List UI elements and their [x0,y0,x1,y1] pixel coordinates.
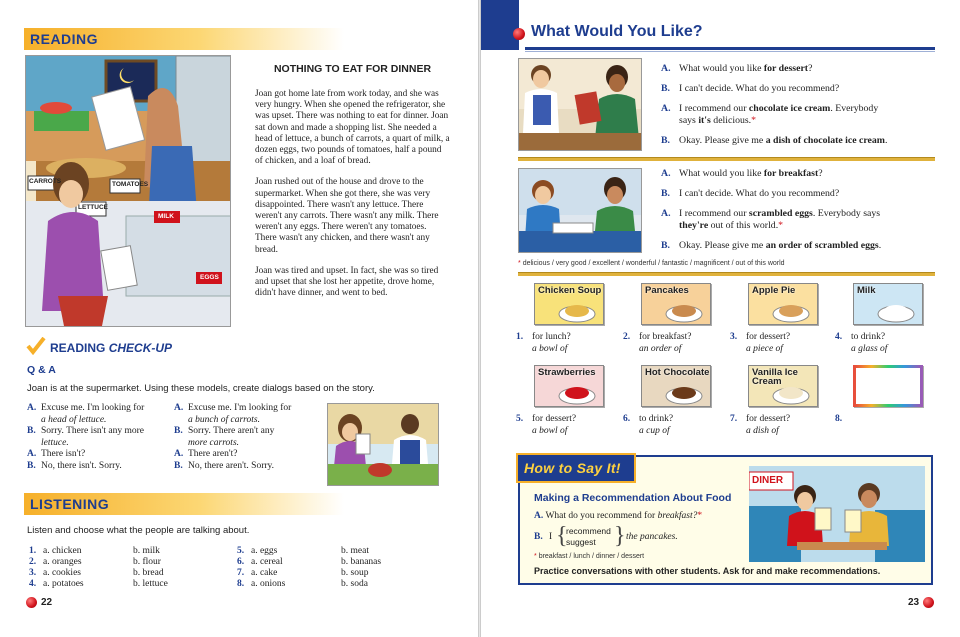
reading-header [24,28,344,50]
food-picture [853,365,923,407]
footnote: * delicious / very good / excellent / wonderful / fantastic / magnificent / out of this world [518,260,785,267]
dessert-scene-svg [519,59,642,151]
dialog-line [661,240,941,252]
listening-item: 8. a. onions b. soda [237,579,368,589]
listening-header-label: LISTENING [30,496,110,512]
diner-sign: DINER [752,475,784,486]
model-dialog-2 [174,403,314,472]
dialog-text: I can't decide. What do you recommend? [679,83,840,94]
speaker-label: A. [174,449,184,459]
story-paragraph-2: Joan rushed out of the house and drove to the supermarket. When she got there, she was very disappointed. There wasn't any lettuce. There weren't any carrots. There wasn't any milk. There weren't any eggs. There weren't any tomatoes. There wasn't any chicken, and there wasn't any bread. [255,177,439,255]
dialog-line [661,135,941,147]
listening-item: 6. a. cereal b. bananas [237,557,382,567]
diner-illustration [749,466,925,562]
option-b[interactable]: b. soup [341,568,369,578]
dialog-text: Excuse me. I'm looking for a head of lettuce. [41,403,145,425]
speaker-label: B. [174,460,183,471]
eggs-sign: EGGS [200,274,219,281]
speaker-label: A. [661,63,671,74]
option-b[interactable]: b. flour [133,557,161,567]
food-picture [748,365,818,407]
dialog-line [27,403,167,426]
listening-item: 5. a. eggs b. meat [237,546,369,556]
dialog-line [174,461,314,473]
speaker-label: A. [661,208,671,219]
listening-item: 4. a. potatoes b. lettuce [29,579,168,589]
listening-item: 7. a. cake b. soup [237,568,369,578]
dialog-line [174,449,314,461]
restaurant-breakfast-illustration [518,168,642,253]
dialog-line [661,83,941,95]
option-a[interactable]: a. chicken [43,546,82,556]
carrots-sign: CARROTS [29,178,62,185]
dialog-text: Sorry. There isn't any more lettuce. [41,426,145,448]
right-page [481,0,960,637]
page-number-right [908,597,934,608]
speaker-label: B. [27,460,36,471]
dialog-line [174,403,314,426]
dialog-line [27,426,167,449]
model-dialog-1 [27,403,167,472]
listening-item: 3. a. cookies b. bread [29,568,164,578]
title-underline [525,47,935,50]
food-prompt: 6. to drink? a cup of [623,414,674,436]
left-page [0,0,478,637]
option-b[interactable]: b. bananas [341,557,382,567]
food-picture [641,283,711,325]
option-b[interactable]: b. soda [341,579,368,589]
how-to-practice: Practice conversations with other students. Ask for and make recommendations. [534,566,881,576]
how-to-line-b: B. I { recommend suggest } the pancakes. [534,523,678,549]
tomatoes-sign: TOMATOES [112,181,149,188]
dialog-line [661,168,941,180]
dialog-line [27,461,167,473]
checkup-instructions: Joan is at the supermarket. Using these models, create dialogs based on the story. [27,383,375,394]
listening-instructions: Listen and choose what the people are talking about. [27,525,250,536]
food-picture [748,283,818,325]
speaker-label: B. [174,426,183,436]
dialog-text: I recommend our chocolate ice cream. Everybody says it's delicious.* [679,103,879,126]
page-title: What Would You Like? [531,23,703,40]
dialog-text: What would you like for breakfast? [679,168,823,179]
story-title: NOTHING TO EAT FOR DINNER [273,63,432,75]
option-b[interactable]: b. bread [133,568,164,578]
option-b[interactable]: b. milk [133,546,160,556]
food-picture [534,283,604,325]
speaker-label: B. [661,188,670,199]
listening-header [24,493,344,515]
dialog-text: I can't decide. What do you recommend? [679,188,840,199]
food-label: Strawberries [538,367,596,378]
divider-2 [518,272,935,276]
option-a[interactable]: a. onions [251,579,286,589]
food-picture [853,283,923,325]
dialog-line [661,188,941,200]
dialog-text: There aren't? [188,449,238,459]
food-prompt: 5. for dessert? a bowl of [516,414,577,436]
dialog-line [661,103,941,127]
food-label: Milk [857,285,876,296]
supermarket-clerk-illustration [327,403,439,486]
how-to-banner [516,453,636,483]
speaker-label: B. [27,426,36,436]
speaker-label: A. [27,403,37,413]
food-prompt: 2. for breakfast? an order of [623,332,692,354]
option-b[interactable]: b. meat [341,546,369,556]
listening-item: 2. a. oranges b. flour [29,557,161,567]
dialog-text: What would you like for dessert? [679,63,813,74]
red-dot-icon [26,597,37,608]
food-label: Chicken Soup [538,285,602,296]
speaker-label: B. [661,240,670,251]
dialog-dessert [661,63,941,155]
option-a[interactable]: a. cereal [251,557,283,567]
option-b[interactable]: b. lettuce [133,579,168,589]
dialog-text: No, there aren't. Sorry. [188,460,275,471]
food-prompt: 7. for dessert? a dish of [730,414,791,436]
food-label: Vanilla Ice Cream [752,367,798,387]
speaker-label: A. [27,449,37,459]
dialog-text: I recommend our scrambled eggs. Everybody says they're out of this world.* [679,208,881,231]
breakfast-scene-svg [519,169,642,253]
dialog-text: No, there isn't. Sorry. [41,460,122,471]
option-a[interactable]: a. potatoes [43,579,84,589]
dialog-line [174,426,314,449]
checkmark-icon [26,337,46,355]
divider-1 [518,157,935,161]
story-paragraph-1: Joan got home late from work today, and she was very hungry. When she opened the refrigerator, she was upset. There was nothing to eat for dinner. Joan sat down and made a shopping list. She needed a head of lettuce, a bunch of carrots, a quart of milk, a dozen eggs, two pounds of tomatoes, half a pound of chicken, and a loaf of bread. [255,89,450,167]
kitchen-scene-svg [26,56,231,327]
food-label: Hot Chocolate [645,367,710,378]
kitchen-illustration [25,55,231,327]
speaker-label: B. [661,83,670,94]
speaker-label: A. [174,403,184,413]
listening-item: 1. a. chicken b. milk [29,546,160,556]
milk-sign: MILK [158,213,174,220]
option-a[interactable]: a. cake [251,568,278,578]
food-label: Pancakes [645,285,689,296]
title-underline-thin [525,51,935,52]
title-corner-block [481,0,519,50]
reading-header-label: READING [30,31,99,47]
speaker-label: A. [661,103,671,114]
dialog-text: Okay. Please give me an order of scrambled eggs. [679,240,882,251]
how-to-banner-label: How to Say It! [524,460,621,476]
how-to-note: * breakfast / lunch / dinner / dessert [534,553,645,560]
dialog-line [661,208,941,232]
food-prompt: 4. to drink? a glass of [835,332,888,354]
speaker-label: B. [661,135,670,146]
dialog-text: Sorry. There aren't any more carrots. [188,426,275,448]
how-to-heading: Making a Recommendation About Food [534,492,732,504]
food-picture [641,365,711,407]
option-a[interactable]: a. eggs [251,546,278,556]
option-a[interactable]: a. oranges [43,557,82,567]
title-dot-icon [513,28,525,40]
dialog-line [661,63,941,75]
option-a[interactable]: a. cookies [43,568,81,578]
page-number-22: 22 [41,597,53,608]
story [255,63,450,309]
food-label: Apple Pie [752,285,796,296]
food-prompt: 3. for dessert? a piece of [730,332,791,354]
qa-heading: Q & A [27,364,56,376]
dialog-line [27,449,167,461]
food-picture [534,365,604,407]
page-number-23: 23 [908,597,920,608]
lettuce-sign: LETTUCE [78,204,108,211]
checkup-title: READING CHECK-UP [50,341,173,355]
red-dot-icon [923,597,934,608]
restaurant-dessert-illustration [518,58,642,151]
dialog-text: Okay. Please give me a dish of chocolate ice cream. [679,135,888,146]
dialog-text: There isn't? [41,449,86,459]
dialog-text: Excuse me. I'm looking for a bunch of carrots. [188,403,292,425]
story-paragraph-3: Joan was tired and upset. In fact, she was so tired and upset that she lost her appetite, drove home, didn't have dinner, and went to bed. [255,265,439,299]
food-prompt: 8. [835,414,843,424]
food-prompt: 1. for lunch? a bowl of [516,332,571,354]
dialog-breakfast [661,168,941,260]
speaker-label: A. [661,168,671,179]
how-to-line-a: A. What do you recommend for breakfast?* [534,511,703,521]
clerk-scene-svg [328,404,439,486]
page-number-left [26,597,52,608]
